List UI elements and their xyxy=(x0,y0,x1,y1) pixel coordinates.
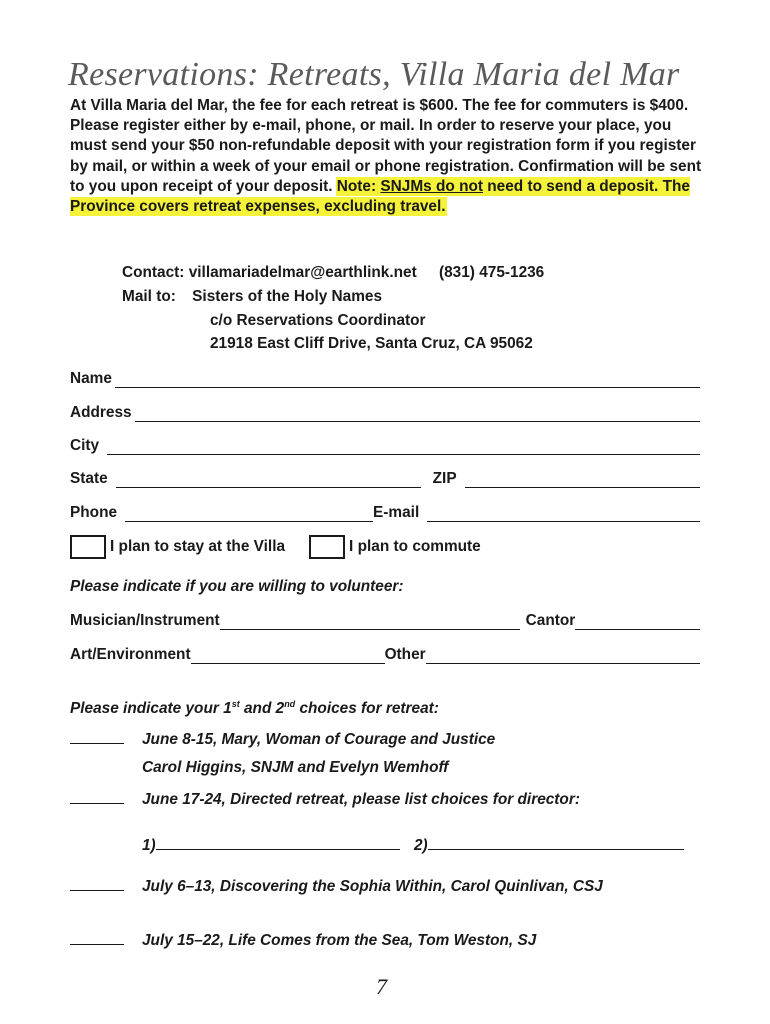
phone-label: Phone xyxy=(70,504,118,521)
email-label: E-mail xyxy=(373,504,420,521)
note-label: Note: xyxy=(336,177,381,195)
contact-email[interactable]: villamariadelmar@earthlink.net xyxy=(188,264,417,281)
name-field[interactable] xyxy=(70,370,700,388)
retreat-4[interactable] xyxy=(70,930,536,950)
stay-label: I plan to stay at the Villa xyxy=(110,538,286,555)
volunteer-prompt: Please indicate if you are willing to volunteer: xyxy=(70,578,404,595)
mail-address-2: c/o Reservations Coordinator xyxy=(210,312,426,329)
other-label: Other xyxy=(384,646,426,663)
retreat-2-label: June 17-24, Directed retreat, please list choices for director: xyxy=(142,791,580,808)
musician-field[interactable] xyxy=(70,612,700,630)
retreat-3[interactable] xyxy=(70,876,603,896)
other-line[interactable] xyxy=(426,649,700,664)
commute-label: I plan to commute xyxy=(349,538,481,555)
mail-address-1: Sisters of the Holy Names xyxy=(192,288,383,305)
address-label: Address xyxy=(70,404,132,421)
retreat-2-blank[interactable] xyxy=(70,789,124,804)
address-line[interactable] xyxy=(135,407,700,422)
stay-options xyxy=(70,535,700,559)
art-label: Art/Environment xyxy=(70,646,191,663)
mail-line xyxy=(122,288,382,306)
phone-line[interactable] xyxy=(125,507,373,522)
retreat-1[interactable] xyxy=(70,729,495,749)
name-label: Name xyxy=(70,370,112,387)
retreat-4-blank[interactable] xyxy=(70,930,124,945)
state-label: State xyxy=(70,470,108,487)
note-text: need to send a deposit. The Province covers retreat expenses, excluding travel. xyxy=(70,177,690,216)
choices-prompt xyxy=(70,699,439,718)
cantor-label: Cantor xyxy=(525,612,576,629)
sup-first: st xyxy=(231,699,240,709)
mail-label: Mail to: xyxy=(122,288,176,305)
retreat-3-blank[interactable] xyxy=(70,876,124,891)
director-1-line[interactable] xyxy=(156,835,400,850)
contact-label: Contact: xyxy=(122,264,185,281)
name-line[interactable] xyxy=(115,373,700,388)
retreat-1-blank[interactable] xyxy=(70,729,124,744)
mail-address-3: 21918 East Cliff Drive, Santa Cruz, CA 95062 xyxy=(210,335,533,352)
city-line[interactable] xyxy=(107,440,700,455)
musician-label: Musician/Instrument xyxy=(70,612,220,629)
director-2-line[interactable] xyxy=(428,835,684,850)
choices-prompt-a: Please indicate your 1 xyxy=(70,700,232,718)
stay-checkbox[interactable] xyxy=(70,535,106,559)
cantor-line[interactable] xyxy=(575,615,700,630)
retreat-4-label: July 15–22, Life Comes from the Sea, Tom Weston, SJ xyxy=(142,932,537,949)
sup-second: nd xyxy=(284,699,296,709)
note-underlined: SNJMs do not xyxy=(380,177,483,195)
zip-line[interactable] xyxy=(465,473,700,488)
page-title: Reservations: Retreats, Villa Maria del Mar xyxy=(68,56,680,93)
retreat-3-label: July 6–13, Discovering the Sophia Within, Carol Quinlivan, CSJ xyxy=(142,878,603,895)
city-label: City xyxy=(70,437,100,454)
city-field[interactable] xyxy=(70,437,700,455)
intro-paragraph xyxy=(70,96,710,217)
director-choices[interactable] xyxy=(142,835,684,855)
contact-phone[interactable]: (831) 475-1236 xyxy=(439,264,545,281)
address-field[interactable] xyxy=(70,404,700,422)
art-field[interactable] xyxy=(70,646,700,664)
musician-line[interactable] xyxy=(220,615,520,630)
intro-text: At Villa Maria del Mar, the fee for each retreat is $600. The fee for commuters is $400. Please register either by e-mail, phone, or mail. In order to reserve your place, you must send your $50 non-refundable deposit with your registration form if you register by mail, or within a week of your email or phone registration. Confirmation will be sent to you upon receipt of your deposit. xyxy=(70,97,702,195)
choices-prompt-b: and 2 xyxy=(239,700,285,718)
state-line[interactable] xyxy=(116,473,421,488)
state-zip-field[interactable] xyxy=(70,470,700,488)
retreat-2[interactable] xyxy=(70,789,580,809)
retreat-1-leaders: Carol Higgins, SNJM and Evelyn Wemhoff xyxy=(142,759,449,776)
email-line[interactable] xyxy=(427,507,700,522)
director-1-label: 1) xyxy=(142,837,156,854)
choices-prompt-c: choices for retreat: xyxy=(295,700,439,718)
phone-email-field[interactable] xyxy=(70,504,700,522)
director-2-label: 2) xyxy=(413,837,428,854)
art-line[interactable] xyxy=(191,649,385,664)
commute-checkbox[interactable] xyxy=(309,535,345,559)
zip-label: ZIP xyxy=(432,470,457,487)
contact-line xyxy=(122,264,544,282)
page-number: 7 xyxy=(376,974,387,999)
retreat-1-label: June 8-15, Mary, Woman of Courage and Justice xyxy=(142,731,496,748)
